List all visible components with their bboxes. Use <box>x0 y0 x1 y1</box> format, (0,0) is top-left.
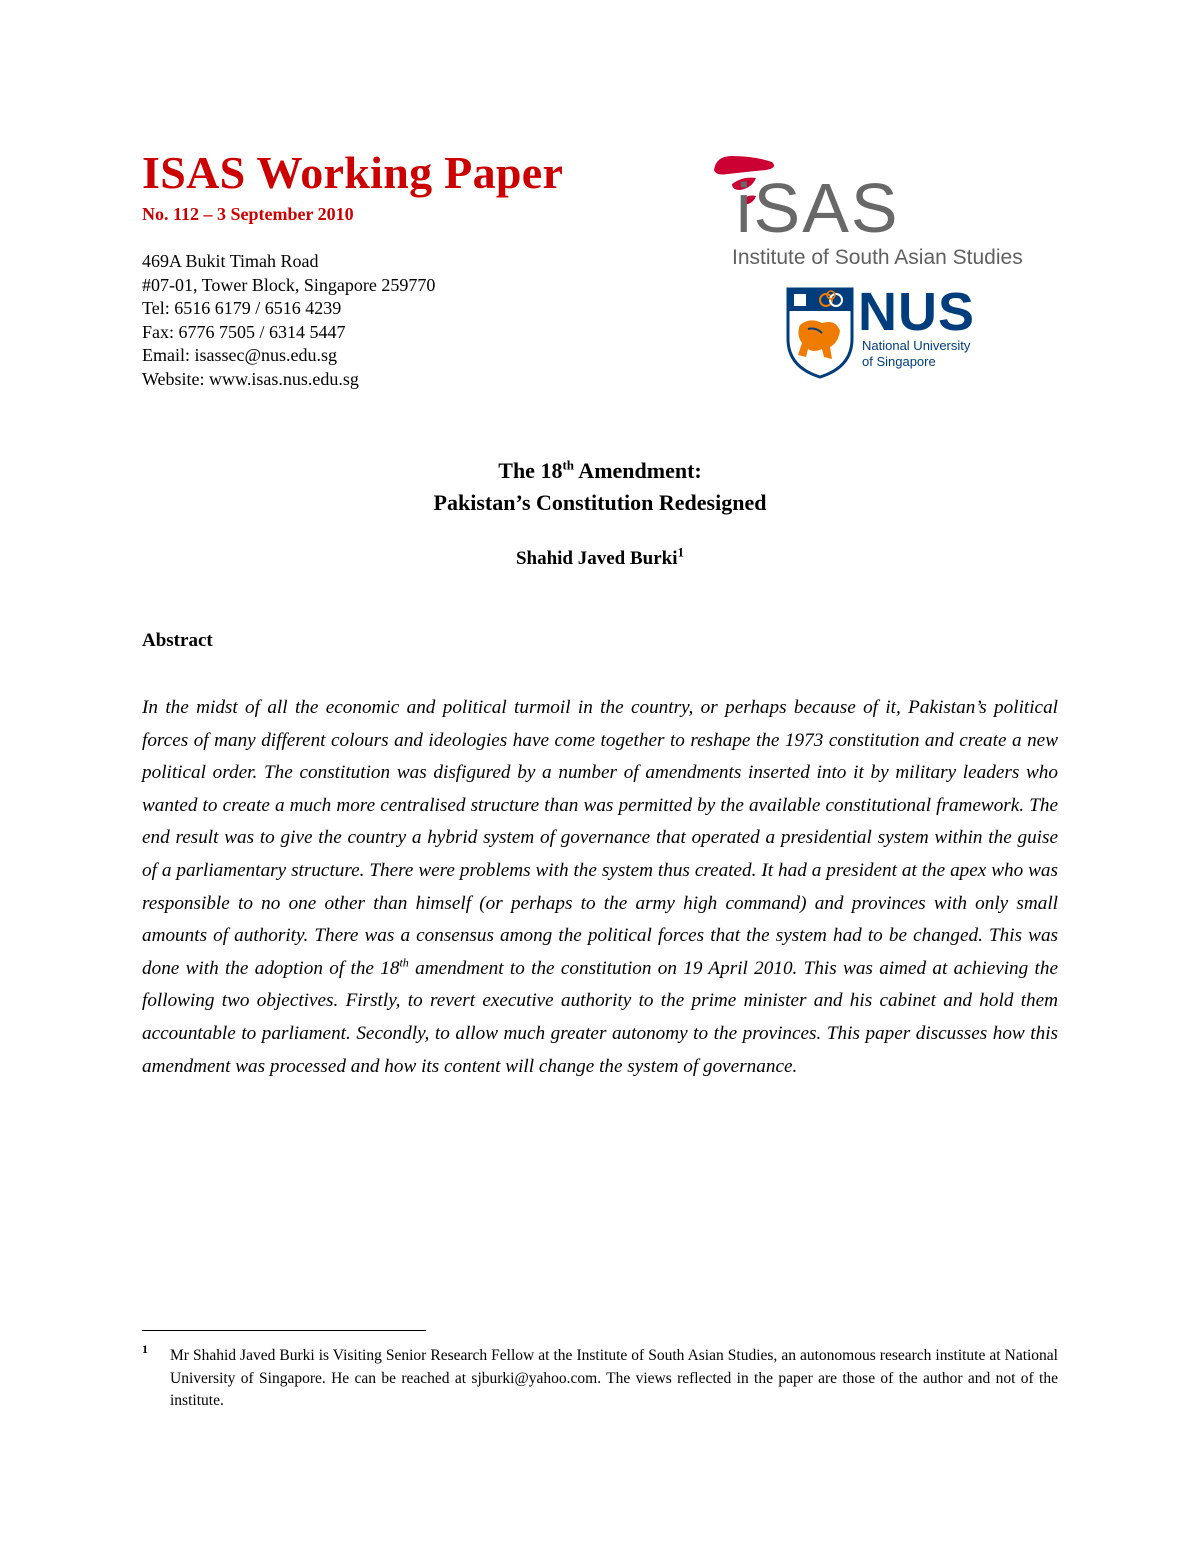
footnote-divider <box>142 1330 426 1331</box>
abstract-text: In the midst of all the economic and political turmoil in the country, or perhaps because of it, Pakistan’s political forces of many different colours and ideologies have come together to reshape the 1973 constitution and create a new political order. The constitution was disfigured by a number of amendments inserted into it by military leaders who wanted to create a much more centralised structure than was permitted by the available constitutional framework. The end result was to give the country a hybrid system of governance that operated a presidential system within the guise of a parliamentary structure. There were problems with the system thus created. It had a president at the apex who was responsible to no one other than himself (or perhaps to the army high command) and provinces with only small amounts of authority. There was a consensus among the political forces that the system had to be changed. This was done with the adoption of the 18th amendment to the constitution on 19 April 2010. This was aimed at achieving the following two objectives. Firstly, to revert executive authority to the prime minister and his cabinet and hold them accountable to parliament. Secondly, to allow much greater autonomy to the provinces. This paper discusses how this amendment was processed and how its content will change the system of governance. <box>142 697 1058 1077</box>
nus-subtitle-line2: of Singapore <box>862 354 936 369</box>
address-building: #07-01, Tower Block, Singapore 259770 <box>142 274 436 295</box>
footnote-mark: 1 <box>142 1342 148 1356</box>
nus-crest-icon <box>786 287 854 379</box>
issue-number-date: No. 112 – 3 September 2010 <box>142 204 354 224</box>
working-paper-title: ISAS Working Paper <box>142 147 564 198</box>
nus-subtitle-line1: National University <box>862 338 971 353</box>
address-fax: Fax: 6776 7505 / 6314 5447 <box>142 321 346 342</box>
author-footnote-ref[interactable]: 1 <box>677 544 685 560</box>
address-street: 469A Bukit Timah Road <box>142 251 319 271</box>
isas-subtitle: Institute of South Asian Studies <box>732 246 1023 269</box>
address-tel: Tel: 6516 6179 / 6516 4239 <box>142 298 342 318</box>
contact-address-block <box>142 250 435 391</box>
nus-subtitle <box>862 338 970 370</box>
nus-wordmark: NUS <box>858 282 976 342</box>
paper-subtitle: Pakistan’s Constitution Redesigned <box>433 490 767 515</box>
address-email[interactable]: Email: isassec@nus.edu.sg <box>142 345 338 365</box>
footnote-text: Mr Shahid Javed Burki is Visiting Senior Research Fellow at the Institute of South Asian Studies, an autonomous research institute at National University of Singapore. He can be reached at sjburki@yahoo.com. The views reflected in the paper are those of the author and not of the institute. <box>170 1347 1058 1409</box>
paper-title <box>0 455 1200 519</box>
isas-wordmark: iSAS <box>736 169 900 247</box>
address-website[interactable]: Website: www.isas.nus.edu.sg <box>142 368 359 389</box>
author-name: Shahid Javed Burki$^1$ <box>515 544 685 569</box>
paper-title-line1: The 18th Amendment: <box>498 457 702 483</box>
abstract-heading: Abstract <box>142 630 213 651</box>
